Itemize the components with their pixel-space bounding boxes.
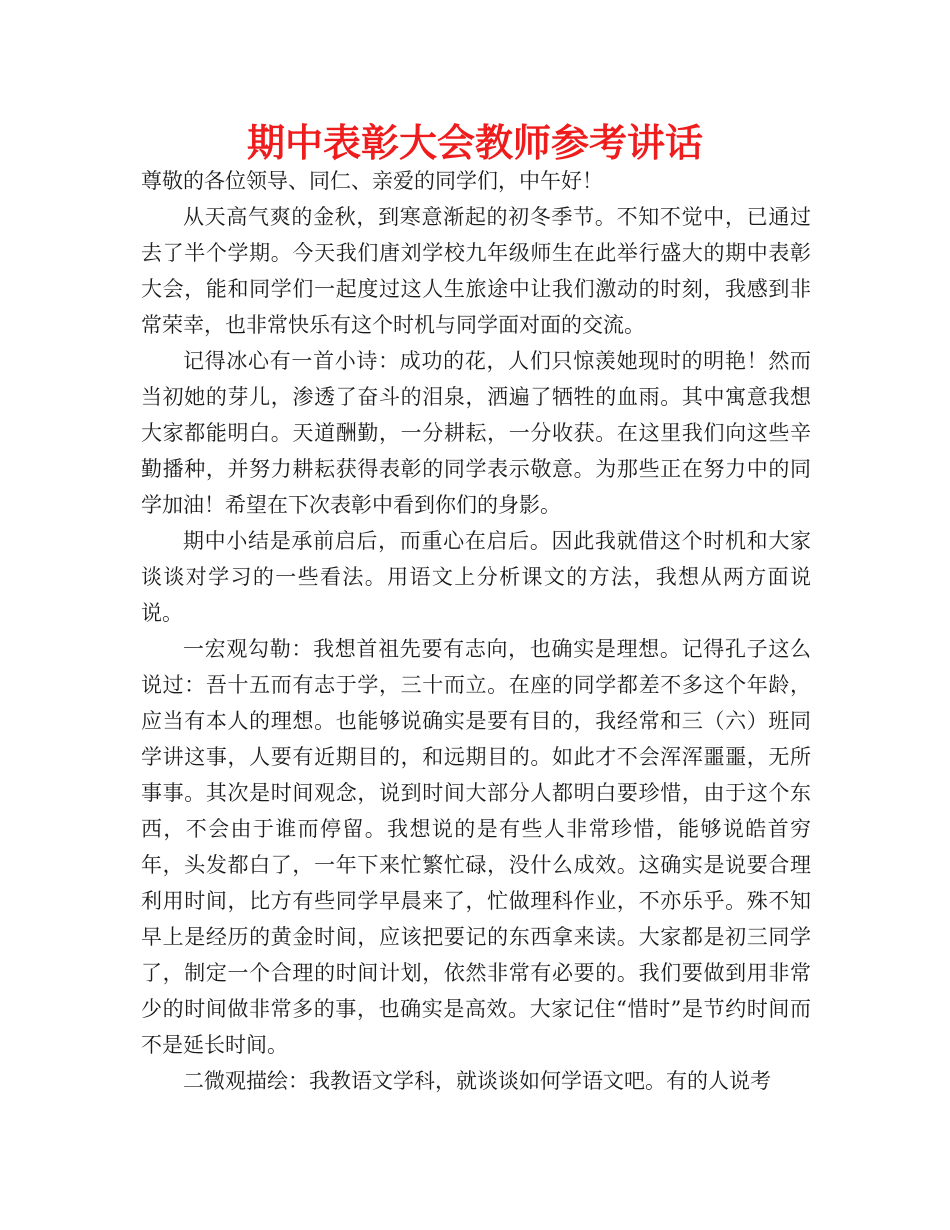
- paragraph: 从天高气爽的金秋，到寒意渐起的初冬季节。不知不觉中，已通过去了半个学期。今天我们唐刘学校九年级师生在此举行盛大的期中表彰大会，能和同学们一起度过这人生旅途中让我们激动的时刻，我感到非常荣幸，也非常快乐有这个时机与同学面对面的交流。: [141, 205, 811, 337]
- paragraph: 期中小结是承前启后，而重心在启后。因此我就借这个时机和大家谈谈对学习的一些看法。用语文上分析课文的方法，我想从两方面说说。: [141, 529, 811, 625]
- greeting: 尊敬的各位领导、同仁、亲爱的同学们，中午好！: [141, 169, 603, 193]
- paragraph: 二微观描绘：我教语文学科，就谈谈如何学语文吧。有的人说考: [183, 1069, 771, 1093]
- document-title: 期中表彰大会教师参考讲话: [246, 121, 703, 165]
- paragraph: 一宏观勾勒：我想首祖先要有志向，也确实是理想。记得孔子这么说过：吾十五而有志于学，三十而立。在座的同学都差不多这个年龄，应当有本人的理想。也能够说确实是要有目的，我经常和三（六）班同学讲这事，人要有近期目的，和远期目的。如此才不会浑浑噩噩，无所事事。其次是时间观念，说到时间大部分人都明白要珍惜，由于这个东西，不会由于谁而停留。我想说的是有些人非常珍惜，能够说皓首穷年，头发都白了，一年下来忙繁忙碌，没什么成效。这确实是说要合理利用时间，比方有些同学早晨来了，忙做理科作业，不亦乐乎。殊不知早上是经历的黄金时间，应该把要记的东西拿来读。大家都是初三同学了，制定一个合理的时间计划，依然非常有必要的。我们要做到用非常少的时间做非常多的事，也确实是高效。大家记住“惜时”是节约时间而不是延长时间。: [141, 637, 811, 1057]
- document-body: [141, 163, 811, 1099]
- paragraph: 记得冰心有一首小诗：成功的花，人们只惊羡她现时的明艳！然而当初她的芽儿，渗透了奋斗的泪泉，洒遍了牺牲的血雨。其中寓意我想大家都能明白。天道酬勤，一分耕耘，一分收获。在这里我们向这些辛勤播种，并努力耕耘获得表彰的同学表示敬意。为那些正在努力中的同学加油！希望在下次表彰中看到你们的身影。: [141, 349, 811, 517]
